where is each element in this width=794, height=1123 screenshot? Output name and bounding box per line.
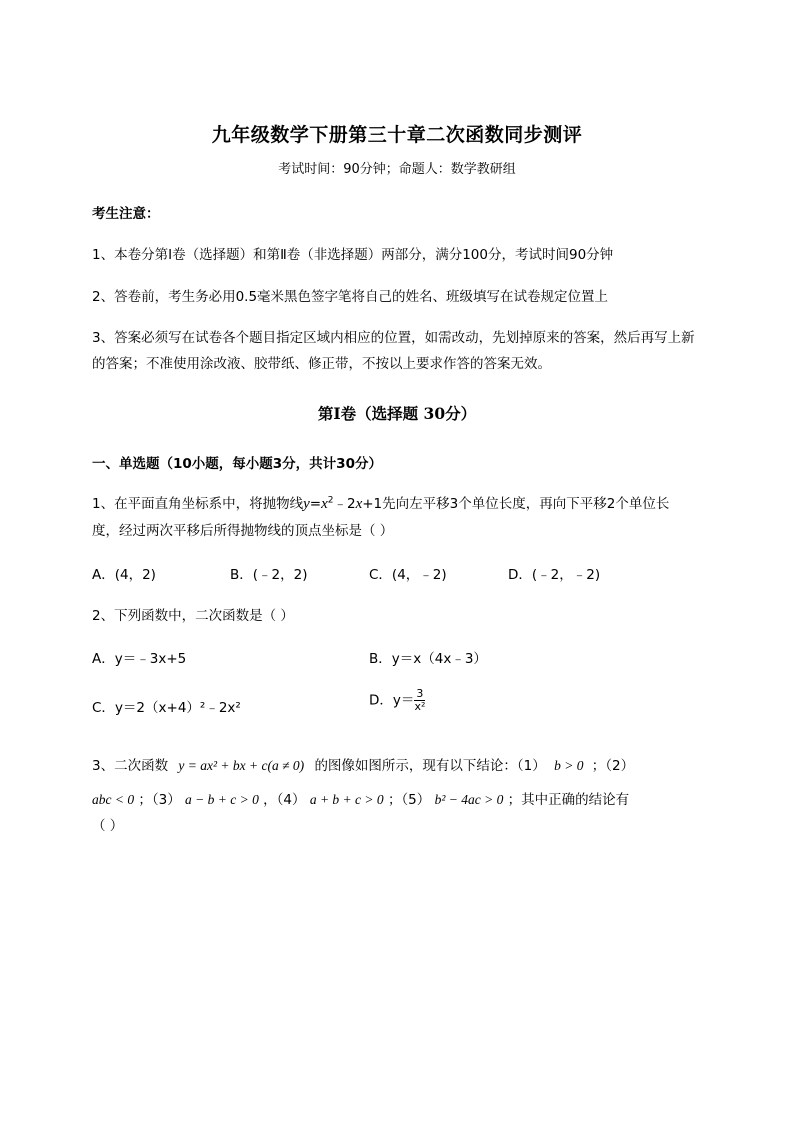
q2-option-c <box>92 696 241 716</box>
q1-formula-sup: 2 <box>327 495 334 506</box>
part-heading: 一、单选题（10小题，每小题3分，共计30分） <box>92 456 382 472</box>
q1-formula-eq: = <box>309 496 322 512</box>
q2-option-d-label: D． <box>369 692 393 709</box>
q2-option-c-label: C． <box>92 700 115 716</box>
q3-tail: ；其中正确的结论有 <box>507 792 630 808</box>
question-3-answer-blank: （ ） <box>92 818 124 834</box>
q1-lead: 1、在平面直角坐标系中，将抛物线 <box>92 496 304 512</box>
q3-mid: 的图像如图所示，现有以下结论：（1） <box>314 758 546 774</box>
q1-formula-rest: ﹣2 <box>333 496 356 512</box>
q2-option-b-expr: y＝x（4x﹣3） <box>391 651 487 667</box>
q2-option-d-y: y＝ <box>392 692 415 709</box>
q3-sep-4: ；（5） <box>387 792 431 808</box>
q2-option-c-expr: y＝2（x+4）²﹣2x² <box>114 700 241 716</box>
q2-option-a-label: A． <box>92 651 115 667</box>
question-3-stem <box>92 754 634 774</box>
q2-option-d-fraction <box>414 688 425 713</box>
notice-item-2: 2、答卷前，考生务必用0.5毫米黑色签字笔将自己的姓名、班级填写在试卷规定位置上 <box>92 289 609 305</box>
notice-item-1: 1、本卷分第Ⅰ卷（选择题）和第Ⅱ卷（非选择题）两部分，满分100分，考试时间90分钟 <box>92 247 614 263</box>
q3-conclusion-3: a − b + c > 0 <box>185 792 259 807</box>
exam-info: 考试时间：90分钟；命题人：数学教研组 <box>278 162 516 177</box>
q1-tail: 先向左平移3个单位长度，再向下平移2个单位长 <box>382 496 670 512</box>
notice-heading: 考生注意： <box>92 206 160 222</box>
page-title: 九年级数学下册第三十章二次函数同步测评 <box>211 124 583 146</box>
question-1-stem <box>92 492 669 513</box>
q2-option-d <box>369 688 425 713</box>
notice-item-3-cont: 的答案；不准使用涂改液、胶带纸、修正带，不按以上要求作答的答案无效。 <box>92 356 551 372</box>
q2-option-a-expr: y＝﹣3x+5 <box>114 651 187 667</box>
notice-item-3: 3、答案必须写在试卷各个题目指定区域内相应的位置，如需改动，先划掉原来的答案，然后再写上新 <box>92 330 695 346</box>
q1-formula-x: x <box>321 496 328 512</box>
q3-lead: 3、二次函数 <box>92 758 169 774</box>
question-2-stem: 2、下列函数中，二次函数是（ ） <box>92 608 294 624</box>
q1-formula-c: +1 <box>362 496 383 512</box>
q1-option-b: B．(﹣2，2) <box>230 567 308 583</box>
q2-option-d-denominator: x² <box>414 700 426 713</box>
q2-option-b <box>369 647 487 667</box>
q2-option-d-numerator: 3 <box>416 687 424 700</box>
q3-sep-1: ；（2） <box>591 758 635 774</box>
q1-formula-x2: x <box>355 496 363 512</box>
section-title: 第Ⅰ卷（选择题 30分） <box>317 404 477 423</box>
q1-option-a: A．(4，2) <box>92 567 156 583</box>
q1-option-d: D．(﹣2，﹣2) <box>508 567 601 583</box>
q1-formula-y: y <box>303 496 310 512</box>
q3-conclusion-1: b > 0 <box>554 758 584 773</box>
question-3-stem-line2 <box>92 788 629 808</box>
q2-option-b-label: B． <box>369 651 392 667</box>
q3-formula: y = ax² + bx + c(a ≠ 0) <box>178 758 305 773</box>
question-1-stem-cont: 度，经过两次平移后所得抛物线的顶点坐标是（ ） <box>92 523 394 539</box>
q3-conclusion-4: a + b + c > 0 <box>309 792 384 807</box>
q2-option-a <box>92 647 186 667</box>
q3-conclusion-5: b² − 4ac > 0 <box>434 792 504 807</box>
q3-conclusion-2: abc < 0 <box>92 792 135 807</box>
q3-sep-2: ；（3） <box>138 792 181 808</box>
q1-option-c: C．(4，﹣2) <box>369 567 447 583</box>
q3-sep-3: ，（4） <box>263 792 306 808</box>
